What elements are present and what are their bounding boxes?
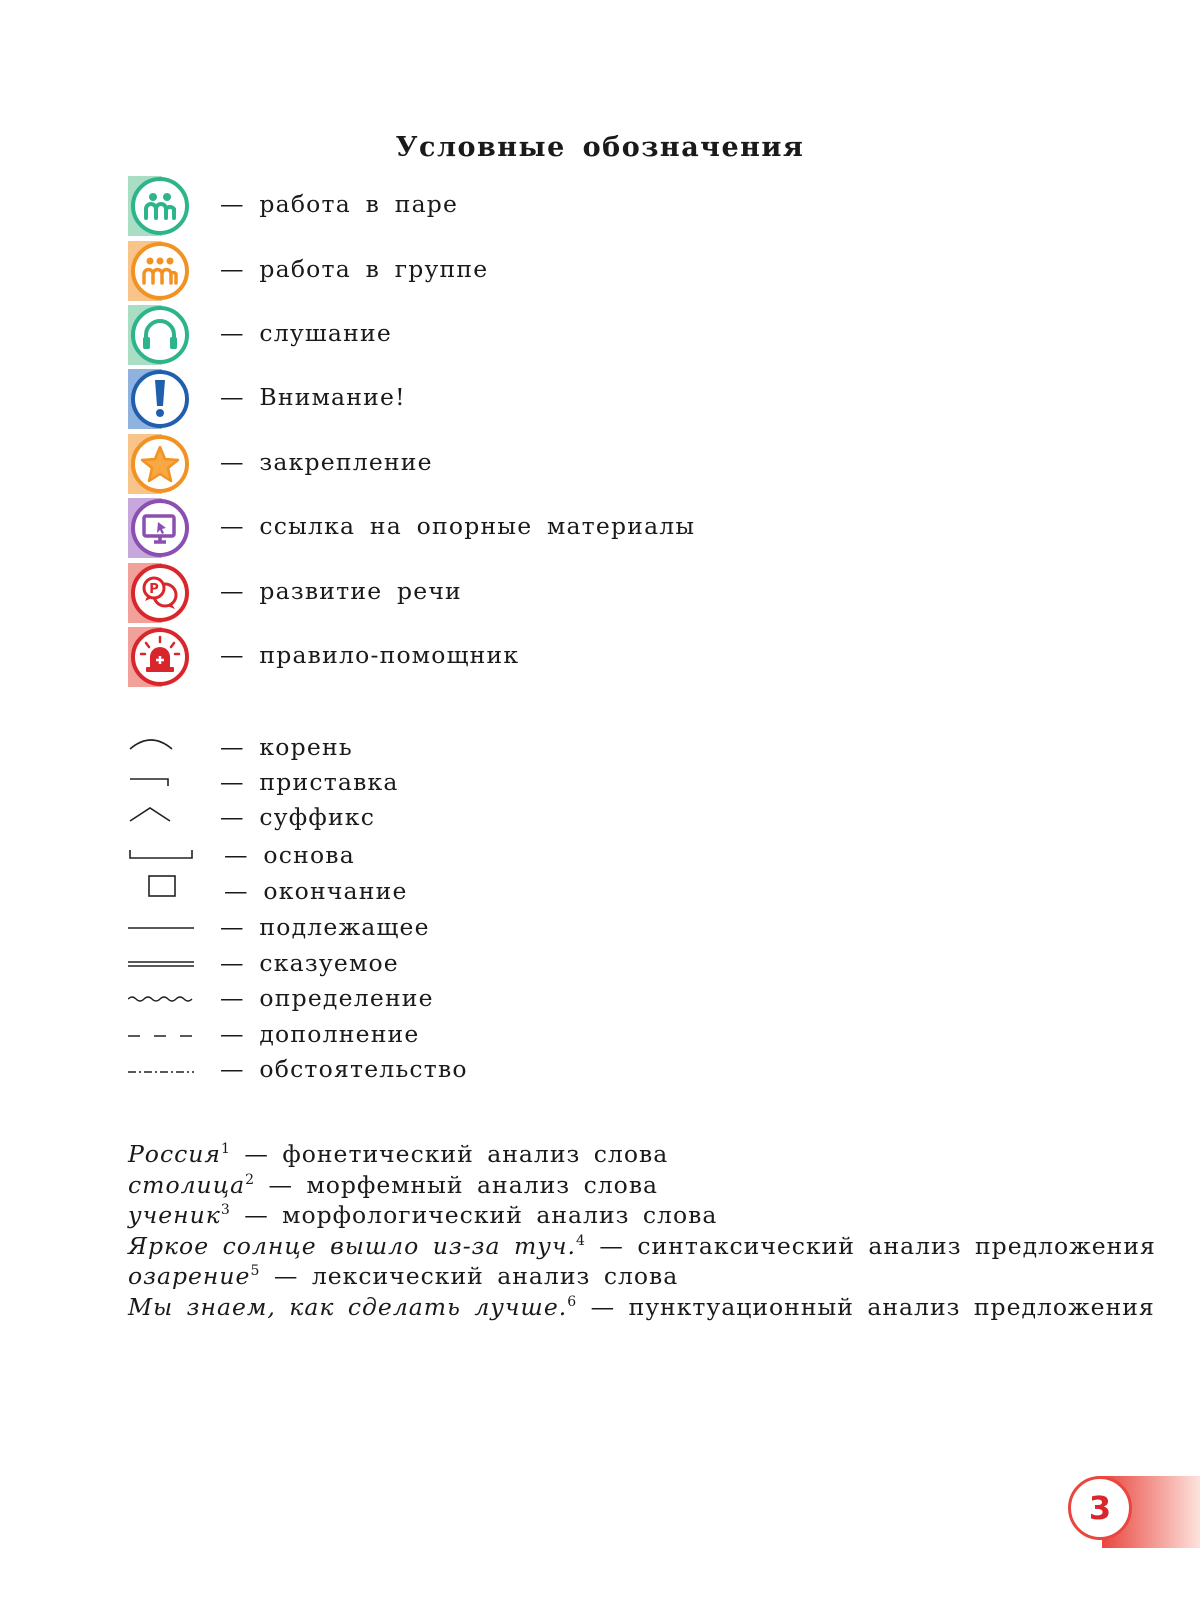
analysis-legend (128, 1140, 1156, 1323)
legend-item-prefix (128, 766, 828, 800)
analysis-example: Яркое солнце вышло из-за туч. (128, 1231, 576, 1260)
legend-label: — закрепление (220, 448, 433, 476)
legend-item-listening (128, 305, 828, 369)
legend-item-rule-helper (128, 627, 828, 691)
legend-item-adverbial (128, 1053, 828, 1087)
legend-label: — слушание (220, 319, 392, 347)
analysis-example: Мы знаем, как сделать лучше. (128, 1292, 568, 1321)
legend-label: — работа в паре (220, 190, 459, 218)
dash-dot-line-symbol (128, 1053, 204, 1087)
analysis-number: 5 (250, 1263, 261, 1280)
exclamation-icon (128, 369, 192, 433)
analysis-description: — морфемный анализ слова (255, 1170, 659, 1199)
legend-label: — работа в группе (220, 255, 489, 283)
analysis-line (128, 1292, 1155, 1324)
dashed-line-symbol (128, 1018, 204, 1052)
page-number-badge (1062, 1470, 1200, 1554)
analysis-example: столица (128, 1170, 246, 1199)
legend-item-object (128, 1018, 828, 1052)
page-number: 3 (1068, 1476, 1132, 1540)
legend-item-attention (128, 369, 828, 433)
legend-item-reference (128, 498, 828, 562)
single-line-symbol (128, 911, 204, 945)
analysis-line (128, 1171, 1128, 1202)
analysis-description: — фонетический анализ слова (230, 1140, 669, 1168)
legend-label: — правило-помощник (220, 641, 520, 669)
legend-item-stem (128, 839, 828, 873)
legend-label: — определение (220, 984, 434, 1012)
analysis-number: 3 (220, 1202, 231, 1219)
legend-item-speech (128, 563, 828, 627)
legend-label: — сказуемое (220, 949, 399, 977)
legend-label: — суффикс (220, 803, 376, 831)
siren-icon (128, 627, 192, 691)
legend-label: — дополнение (220, 1020, 420, 1048)
analysis-number: 1 (220, 1141, 231, 1158)
double-line-symbol (128, 947, 204, 981)
legend-label: — корень (220, 733, 353, 761)
legend-item-root (128, 731, 828, 765)
analysis-description: — лексический анализ слова (260, 1262, 679, 1290)
wavy-line-symbol (128, 982, 204, 1016)
pair-work-icon (128, 176, 192, 240)
root-arc-symbol (128, 731, 204, 765)
analysis-number: 2 (245, 1171, 256, 1188)
prefix-corner-symbol (128, 766, 204, 800)
legend-item-attribute (128, 982, 828, 1016)
legend-label: — Внимание! (220, 383, 406, 411)
legend-item-suffix (128, 801, 828, 835)
analysis-number: 4 (575, 1232, 586, 1249)
legend-label: — развитие речи (220, 577, 462, 605)
page-title: Условные обозначения (395, 132, 805, 163)
legend-item-reinforcement (128, 434, 828, 498)
stem-bracket-symbol (128, 839, 204, 873)
analysis-line (128, 1201, 1128, 1232)
legend-label: — приставка (220, 768, 399, 796)
ending-box-symbol (128, 875, 204, 909)
speech-bubble-icon (128, 563, 192, 627)
analysis-description: — синтаксический анализ предложения (585, 1231, 1156, 1260)
analysis-line (128, 1140, 1128, 1171)
monitor-icon (128, 498, 192, 562)
legend-label: — подлежащее (220, 913, 430, 941)
legend-item-pair-work (128, 176, 828, 240)
legend-item-subject (128, 911, 828, 945)
analysis-example: Россия (128, 1140, 221, 1168)
legend-label: — обстоятельство (220, 1055, 468, 1083)
legend-label: — ссылка на опорные материалы (220, 512, 696, 540)
group-work-icon (128, 241, 192, 305)
suffix-caret-symbol (128, 801, 204, 835)
analysis-example: ученик (128, 1201, 221, 1229)
star-icon (128, 434, 192, 498)
analysis-line (128, 1262, 1128, 1293)
analysis-description: — пунктуационный анализ предложения (577, 1292, 1155, 1321)
legend-label: — окончание (224, 877, 408, 905)
analysis-example: озарение (128, 1262, 251, 1290)
legend-item-group-work (128, 241, 828, 305)
headphones-icon (128, 305, 192, 369)
legend-item-predicate (128, 947, 828, 981)
speech-bubble-letter: Р (149, 582, 159, 597)
legend-label: — основа (224, 841, 355, 869)
legend-item-ending (128, 875, 828, 909)
analysis-line (128, 1231, 1156, 1263)
analysis-description: — морфологический анализ слова (230, 1201, 718, 1229)
analysis-number: 6 (567, 1293, 578, 1310)
